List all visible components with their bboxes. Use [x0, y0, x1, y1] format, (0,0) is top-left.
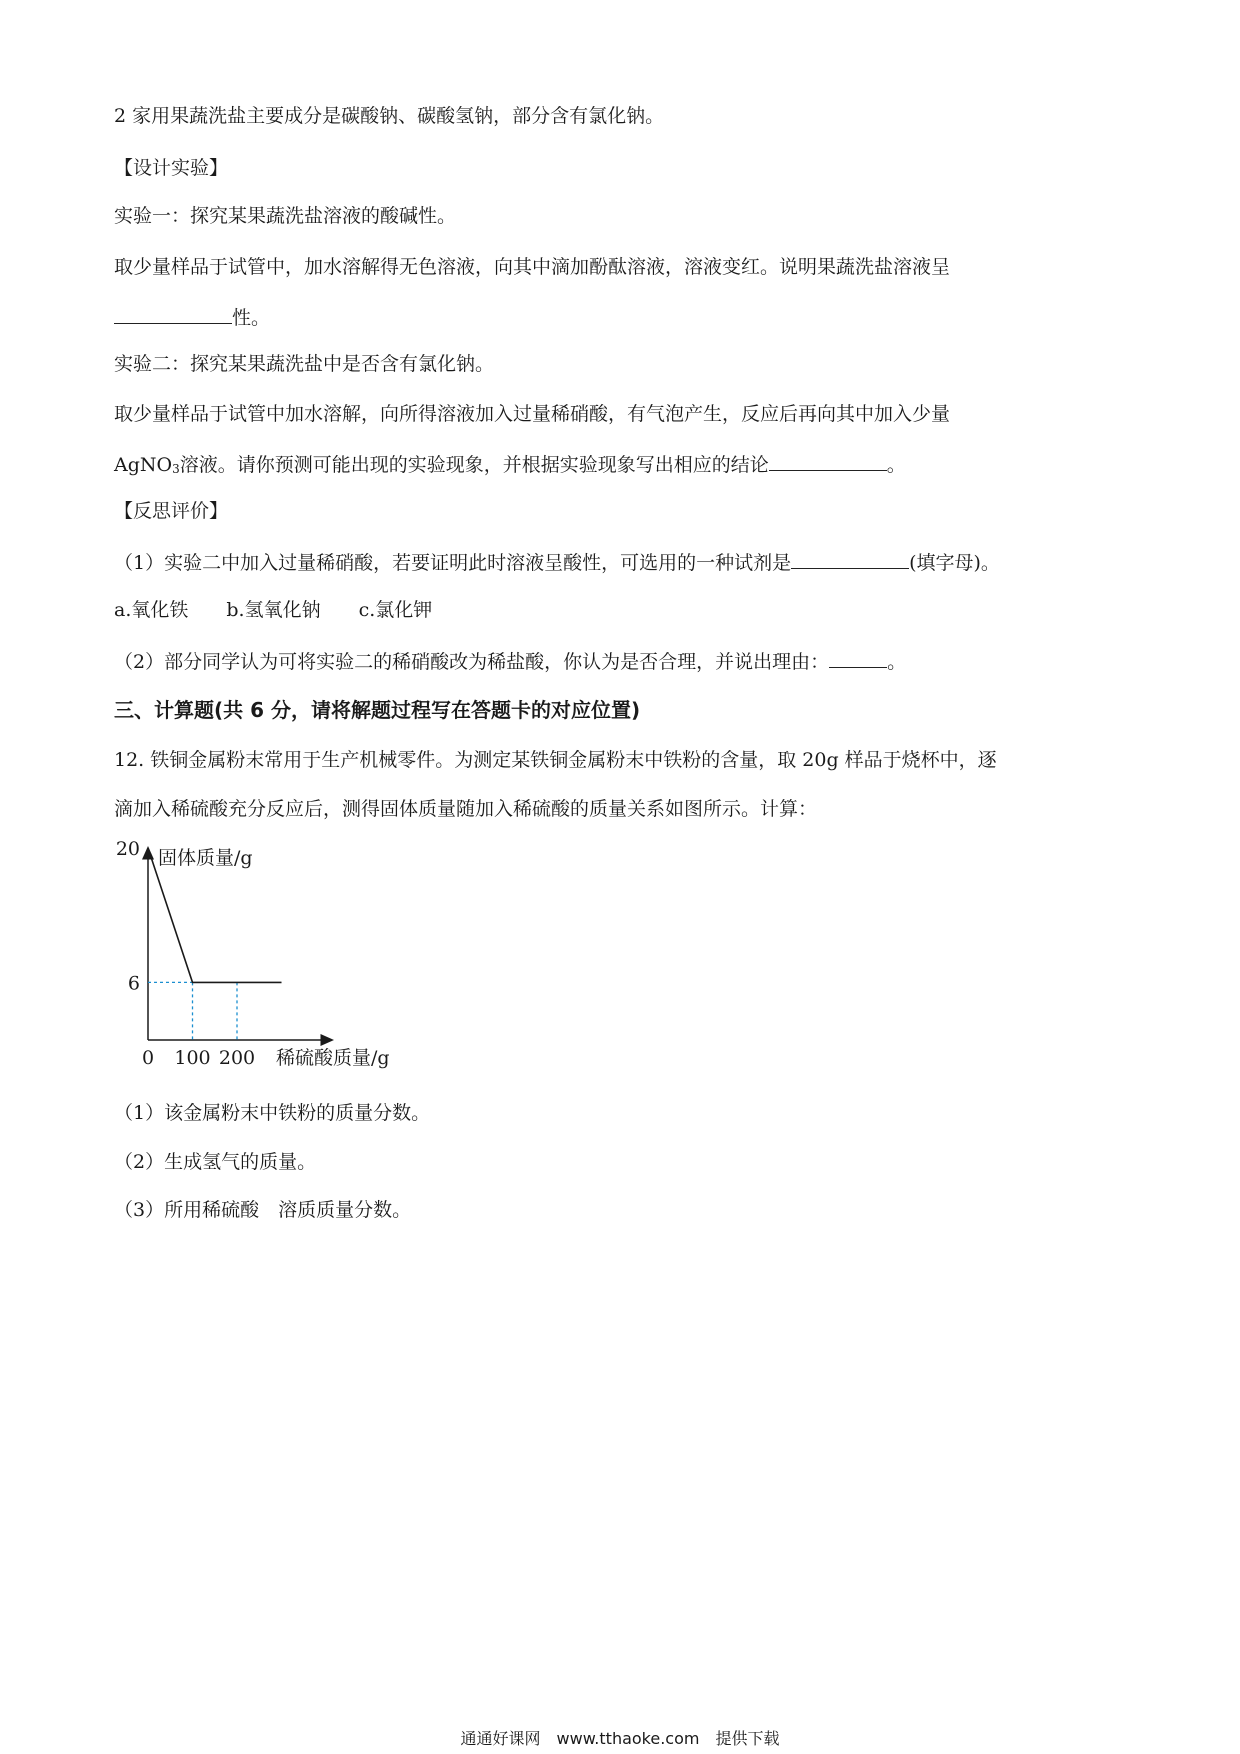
exp2-title: 实验二：探究某果蔬洗盐中是否含有氯化钠。 [114, 353, 495, 375]
exp2-text: 取少量样品于试管中加水溶解，向所得溶液加入过量稀硝酸，有气泡产生，反应后再向其中加入少量 [114, 403, 951, 425]
r1-text: （1）实验二中加入过量稀硝酸，若要证明此时溶液呈酸性，可选用的一种试剂是 [114, 552, 792, 574]
r1-answer-blank[interactable] [791, 548, 909, 569]
solid-mass-chart [106, 840, 426, 1080]
x-axis-label: 稀硫酸质量/g [276, 1047, 390, 1069]
section-3-heading: 三、计算题(共 6 分，请将解题过程写在答题卡的对应位置) [114, 698, 641, 722]
r1-line [114, 548, 1000, 576]
footer: 通通好课网 www.tthaoke.com 提供下载 [460, 1729, 780, 1748]
agno3-formula: AgNO$_3$ [114, 454, 180, 476]
q2-intro: 2 家用果蔬洗盐主要成分是碳酸钠、碳酸氢钠，部分含有氯化钠。 [114, 105, 665, 127]
r1-suffix: (填字母)。 [909, 552, 1000, 574]
r2-text: （2）部分同学认为可将实验二的稀硝酸改为稀盐酸，你认为是否合理，并说出理由： [114, 651, 830, 673]
exp2-text-2 [114, 450, 906, 482]
reflect-heading: 【反思评价】 [114, 500, 229, 522]
r2-line [114, 647, 906, 675]
y-tick-20: 20 [115, 840, 140, 860]
q12-sub-3: （3）所用稀硫酸 溶质质量分数。 [114, 1199, 412, 1221]
q12-text-2: 滴加入稀硫酸充分反应后，测得固体质量随加入稀硫酸的质量关系如图所示。计算： [114, 798, 818, 820]
x-tick-100: 100 [174, 1047, 211, 1069]
option-c: c.氯化钾 [358, 599, 433, 621]
x-tick-200: 200 [218, 1047, 256, 1069]
exp1-suffix: 性。 [232, 307, 271, 329]
exp1-answer-blank[interactable] [114, 303, 232, 324]
q12-sub-1: （1）该金属粉末中铁粉的质量分数。 [114, 1102, 431, 1124]
exp2-question: 溶液。请你预测可能出现的实验现象，并根据实验现象写出相应的结论 [179, 454, 769, 476]
exp1-text: 取少量样品于试管中，加水溶解得无色溶液，向其中滴加酚酞溶液，溶液变红。说明果蔬洗盐溶液呈 [114, 256, 951, 278]
r1-options [114, 597, 470, 623]
exp1-title: 实验一：探究某果蔬洗盐溶液的酸碱性。 [114, 205, 457, 227]
option-a: a.氧化铁 [114, 599, 189, 621]
r2-end: 。 [887, 651, 907, 673]
x-tick-0: 0 [141, 1047, 155, 1069]
q12-text-1: 12. 铁铜金属粉末常用于生产机械零件。为测定某铁铜金属粉末中铁粉的含量，取 20g 样品于烧杯中，逐 [114, 749, 997, 771]
exp2-end: 。 [886, 454, 906, 476]
y-tick-6: 6 [127, 972, 140, 995]
option-b: b.氢氧化钠 [226, 599, 321, 621]
exp2-answer-blank[interactable] [769, 450, 887, 471]
design-heading: 【设计实验】 [114, 157, 229, 179]
y-axis-label: 固体质量/g [158, 847, 253, 869]
r2-answer-blank[interactable] [829, 647, 887, 668]
exp1-answer-line [114, 303, 270, 331]
q12-sub-2: （2）生成氢气的质量。 [114, 1151, 317, 1173]
